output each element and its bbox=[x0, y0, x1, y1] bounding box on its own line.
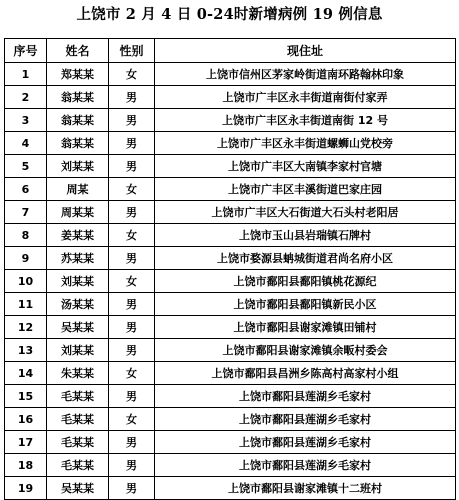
cell-sex: 男 bbox=[109, 155, 155, 178]
table-row bbox=[5, 362, 456, 385]
header-address: 现住址 bbox=[155, 39, 456, 63]
table-row bbox=[5, 454, 456, 477]
cell-number: 9 bbox=[5, 247, 47, 270]
cell-name: 毛某某 bbox=[47, 454, 109, 477]
cell-sex: 男 bbox=[109, 86, 155, 109]
cell-address: 上饶市广丰区永丰街道南街 12 号 bbox=[155, 109, 456, 132]
table-row bbox=[5, 339, 456, 362]
cell-number: 10 bbox=[5, 270, 47, 293]
cell-number: 12 bbox=[5, 316, 47, 339]
table-row bbox=[5, 385, 456, 408]
cell-sex: 男 bbox=[109, 247, 155, 270]
cell-name: 吴某某 bbox=[47, 477, 109, 500]
cell-name: 朱某某 bbox=[47, 362, 109, 385]
cell-name: 苏某某 bbox=[47, 247, 109, 270]
table-body bbox=[5, 63, 456, 500]
cell-sex: 男 bbox=[109, 109, 155, 132]
table-row bbox=[5, 247, 456, 270]
cell-number: 17 bbox=[5, 431, 47, 454]
cell-address: 上饶市鄱阳县莲湖乡毛家村 bbox=[155, 385, 456, 408]
header-sex: 性别 bbox=[109, 39, 155, 63]
cell-number: 18 bbox=[5, 454, 47, 477]
cell-address: 上饶市广丰区永丰街道螺蛳山党校旁 bbox=[155, 132, 456, 155]
cell-name: 周某某 bbox=[47, 201, 109, 224]
cell-address: 上饶市婺源县蚺城街道君尚名府小区 bbox=[155, 247, 456, 270]
table-row bbox=[5, 270, 456, 293]
table-row bbox=[5, 316, 456, 339]
cell-number: 15 bbox=[5, 385, 47, 408]
table-row bbox=[5, 109, 456, 132]
cell-number: 1 bbox=[5, 63, 47, 86]
cell-number: 13 bbox=[5, 339, 47, 362]
table-row bbox=[5, 155, 456, 178]
cell-address: 上饶市玉山县岩瑞镇石牌村 bbox=[155, 224, 456, 247]
cell-name: 毛某某 bbox=[47, 385, 109, 408]
cell-name: 刘某某 bbox=[47, 339, 109, 362]
cell-name: 郑某某 bbox=[47, 63, 109, 86]
cell-number: 2 bbox=[5, 86, 47, 109]
cell-number: 16 bbox=[5, 408, 47, 431]
table-row bbox=[5, 86, 456, 109]
cell-address: 上饶市广丰区永丰街道南街付家弄 bbox=[155, 86, 456, 109]
cell-sex: 女 bbox=[109, 178, 155, 201]
case-table bbox=[4, 38, 456, 500]
table-row bbox=[5, 224, 456, 247]
cell-name: 吴某某 bbox=[47, 316, 109, 339]
table-header-row bbox=[5, 39, 456, 63]
cell-number: 6 bbox=[5, 178, 47, 201]
cell-address: 上饶市鄱阳县谢家滩镇田铺村 bbox=[155, 316, 456, 339]
cell-sex: 男 bbox=[109, 431, 155, 454]
cell-name: 汤某某 bbox=[47, 293, 109, 316]
cell-name: 刘某某 bbox=[47, 270, 109, 293]
cell-address: 上饶市鄱阳县莲湖乡毛家村 bbox=[155, 408, 456, 431]
cell-sex: 男 bbox=[109, 293, 155, 316]
cell-sex: 女 bbox=[109, 362, 155, 385]
cell-name: 毛某某 bbox=[47, 408, 109, 431]
cell-address: 上饶市广丰区大石街道大石头村老阳居 bbox=[155, 201, 456, 224]
table-row bbox=[5, 408, 456, 431]
cell-number: 3 bbox=[5, 109, 47, 132]
cell-number: 8 bbox=[5, 224, 47, 247]
cell-name: 翁某某 bbox=[47, 132, 109, 155]
cell-sex: 女 bbox=[109, 63, 155, 86]
table-row bbox=[5, 132, 456, 155]
cell-sex: 男 bbox=[109, 339, 155, 362]
table-row bbox=[5, 63, 456, 86]
cell-number: 7 bbox=[5, 201, 47, 224]
header-name: 姓名 bbox=[47, 39, 109, 63]
cell-sex: 男 bbox=[109, 454, 155, 477]
cell-name: 翁某某 bbox=[47, 109, 109, 132]
table-row bbox=[5, 178, 456, 201]
cell-name: 毛某某 bbox=[47, 431, 109, 454]
cell-number: 5 bbox=[5, 155, 47, 178]
document-title: 上饶市 2 月 4 日 0-24时新增病例 19 例信息 bbox=[76, 6, 383, 23]
cell-sex: 女 bbox=[109, 224, 155, 247]
cell-sex: 男 bbox=[109, 201, 155, 224]
table-row bbox=[5, 201, 456, 224]
cell-sex: 男 bbox=[109, 385, 155, 408]
header-number: 序号 bbox=[5, 39, 47, 63]
cell-address: 上饶市广丰区大南镇李家村官塘 bbox=[155, 155, 456, 178]
cell-name: 周某 bbox=[47, 178, 109, 201]
cell-address: 上饶市广丰区丰溪街道巴家庄园 bbox=[155, 178, 456, 201]
cell-address: 上饶市鄱阳县谢家滩镇余畈村委会 bbox=[155, 339, 456, 362]
cell-number: 19 bbox=[5, 477, 47, 500]
cell-number: 11 bbox=[5, 293, 47, 316]
cell-address: 上饶市鄱阳县昌洲乡陈高村高家村小组 bbox=[155, 362, 456, 385]
cell-name: 翁某某 bbox=[47, 86, 109, 109]
cell-sex: 男 bbox=[109, 132, 155, 155]
cell-address: 上饶市鄱阳县莲湖乡毛家村 bbox=[155, 454, 456, 477]
cell-number: 4 bbox=[5, 132, 47, 155]
cell-sex: 女 bbox=[109, 408, 155, 431]
table-row bbox=[5, 431, 456, 454]
cell-name: 姜某某 bbox=[47, 224, 109, 247]
table-row bbox=[5, 293, 456, 316]
cell-address: 上饶市鄱阳县谢家滩镇十二班村 bbox=[155, 477, 456, 500]
cell-number: 14 bbox=[5, 362, 47, 385]
cell-sex: 男 bbox=[109, 316, 155, 339]
cell-address: 上饶市信州区茅家岭街道南环路翰林印象 bbox=[155, 63, 456, 86]
cell-name: 刘某某 bbox=[47, 155, 109, 178]
cell-address: 上饶市鄱阳县鄱阳镇桃花源纪 bbox=[155, 270, 456, 293]
cell-address: 上饶市鄱阳县鄱阳镇新民小区 bbox=[155, 293, 456, 316]
cell-sex: 男 bbox=[109, 477, 155, 500]
cell-sex: 女 bbox=[109, 270, 155, 293]
cell-address: 上饶市鄱阳县莲湖乡毛家村 bbox=[155, 431, 456, 454]
